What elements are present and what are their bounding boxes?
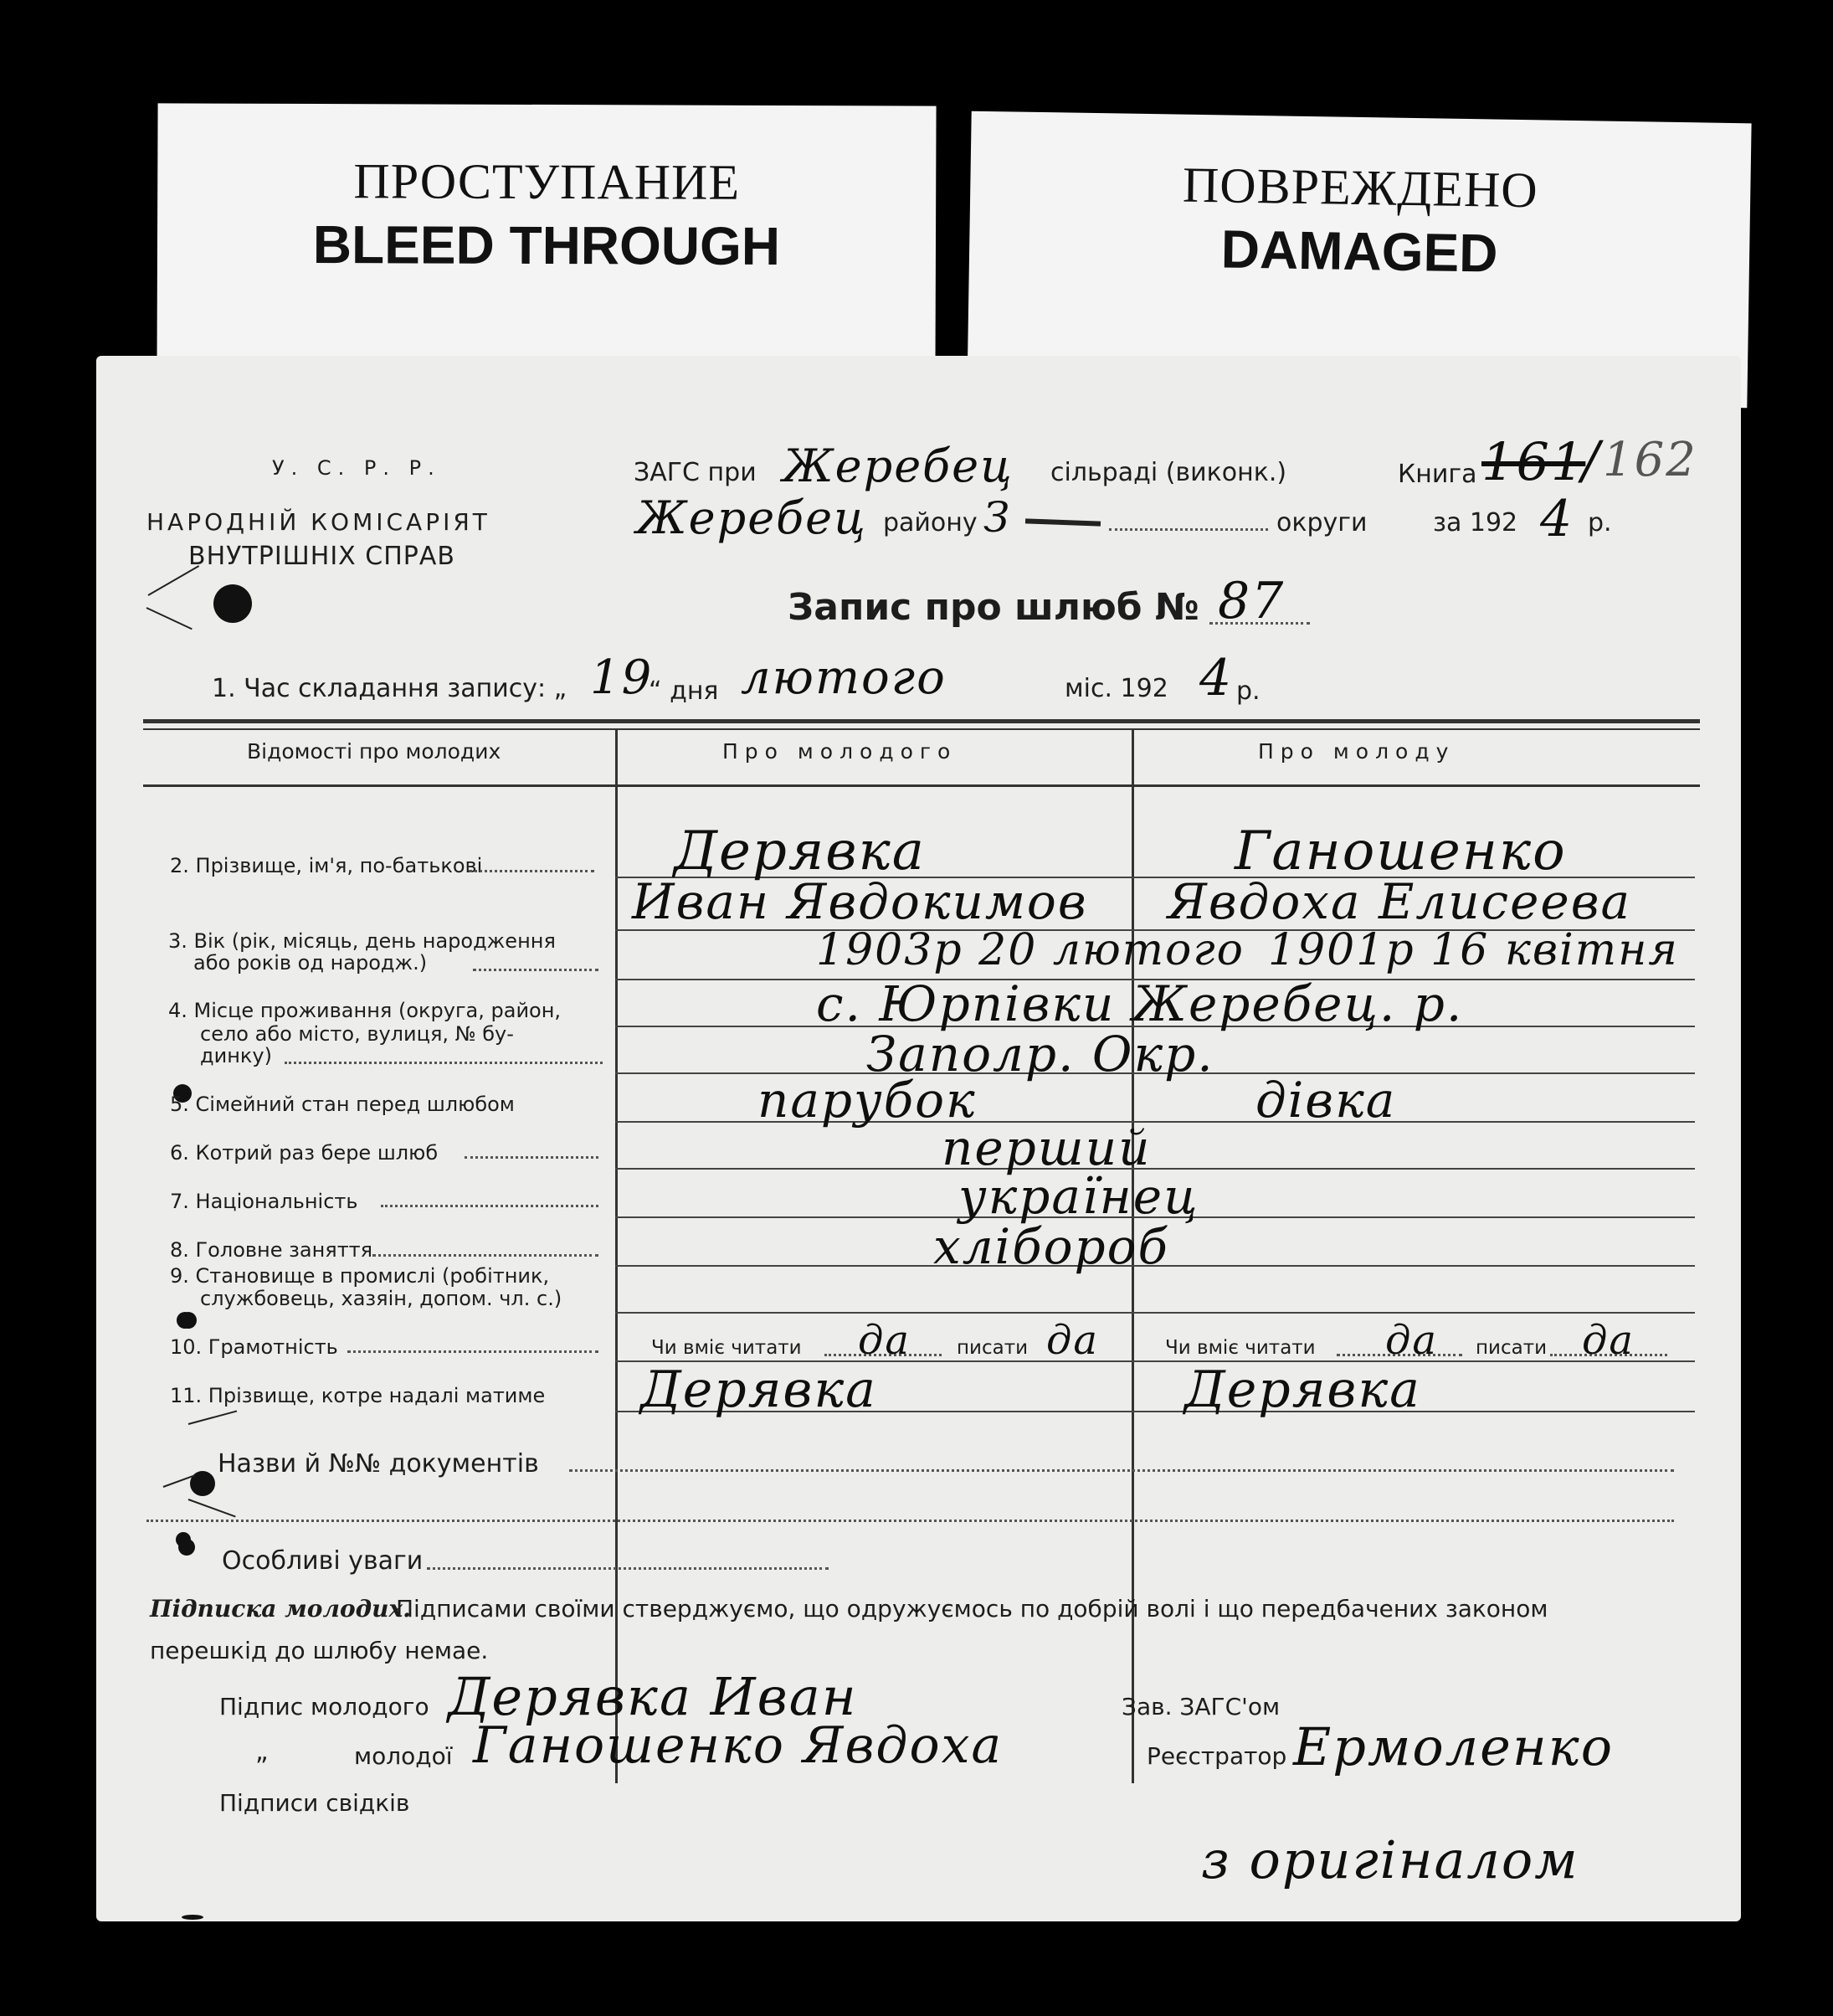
zags-prefix: ЗАГС при bbox=[634, 458, 757, 487]
ditto-mark: „ bbox=[255, 1737, 269, 1767]
groom-write-label: писати bbox=[957, 1337, 1029, 1359]
bride-writes-handwritten: да bbox=[1582, 1317, 1635, 1364]
bleed-through-ru: ПРОСТУПАНИЕ bbox=[353, 153, 741, 210]
line1-year-handwritten: 4 bbox=[1199, 649, 1234, 707]
record-number-handwritten: 87 bbox=[1218, 572, 1286, 630]
paper-crack bbox=[188, 1411, 237, 1425]
residence-line1-handwritten: с. Юрпівки Жеребец. р. bbox=[816, 975, 1464, 1032]
okrug-label: округи bbox=[1276, 508, 1368, 537]
line1-label: 1. Час складання запису: „ bbox=[212, 674, 567, 703]
row-label-residence-2: село або місто, вулиця, № бу- bbox=[200, 1022, 514, 1046]
scribble-line bbox=[1025, 518, 1101, 526]
head-zags-label: Зав. ЗАГС'ом bbox=[1122, 1693, 1281, 1720]
commissariat-line1: НАРОДНІЙ КОМІСАРІЯТ bbox=[146, 508, 490, 536]
line1-day-label: “ дня bbox=[649, 676, 719, 706]
groom-read-label: Чи вміє читати bbox=[651, 1337, 802, 1359]
col-groom-header: Про молодого bbox=[722, 739, 958, 764]
row-label-occupation: 8. Головне заняття bbox=[170, 1238, 373, 1262]
row-label-nationality: 7. Національність bbox=[170, 1190, 358, 1213]
dotted-fill bbox=[285, 1062, 603, 1064]
book-label: Книга bbox=[1398, 460, 1477, 489]
dotted-fill bbox=[381, 1205, 598, 1207]
dotted-fill bbox=[1209, 622, 1310, 625]
year-digit-handwritten: 4 bbox=[1540, 490, 1574, 548]
occupation-handwritten: хлібороб bbox=[933, 1218, 1169, 1275]
table-top-rule-thin bbox=[143, 728, 1700, 730]
row-label-age-2: або років од народж.) bbox=[193, 951, 428, 975]
registrar-label: Реєстратор bbox=[1147, 1742, 1287, 1770]
commissariat-line2: ВНУТРІШНІХ СПРАВ bbox=[188, 542, 455, 571]
dotted-fill bbox=[465, 1156, 598, 1159]
dotted-fill bbox=[469, 870, 594, 872]
paper-crack bbox=[146, 607, 193, 630]
bride-reads-handwritten: да bbox=[1385, 1317, 1439, 1364]
book-number-pencil: 162 bbox=[1603, 433, 1697, 487]
bride-write-label: писати bbox=[1476, 1337, 1548, 1359]
table-header-rule bbox=[143, 784, 1700, 787]
times-handwritten: перший bbox=[942, 1119, 1152, 1176]
col-info-header: Відомості про молодих bbox=[247, 739, 501, 764]
bride-read-label: Чи вміє читати bbox=[1165, 1337, 1316, 1359]
dotted-fill bbox=[569, 1469, 1674, 1472]
bride-new-surname-handwritten: Дерявка bbox=[1184, 1360, 1421, 1419]
dotted-fill bbox=[473, 969, 598, 971]
residence-line2-handwritten: Заполр. Окр. bbox=[866, 1026, 1214, 1083]
line1-month-handwritten: лютого bbox=[741, 651, 947, 705]
line1-day-handwritten: 19 bbox=[590, 651, 654, 705]
book-number-struck: 161 bbox=[1481, 431, 1586, 492]
col-bride-header: Про молоду bbox=[1258, 739, 1456, 764]
district-place-handwritten: Жеребец bbox=[636, 491, 867, 544]
groom-marital-handwritten: парубок bbox=[757, 1072, 977, 1129]
groom-writes-handwritten: да bbox=[1046, 1317, 1100, 1364]
punch-hole bbox=[177, 1312, 193, 1329]
nationality-handwritten: українец bbox=[958, 1168, 1199, 1225]
bride-signature-label: молодої bbox=[354, 1742, 453, 1770]
row-label-residence-3: динку) bbox=[200, 1044, 272, 1067]
bleed-through-label bbox=[157, 103, 936, 382]
bleed-through-en: BLEED THROUGH bbox=[312, 214, 781, 276]
table-top-rule bbox=[143, 719, 1700, 723]
notes-label: Особливі уваги bbox=[222, 1546, 424, 1576]
paper-crack bbox=[188, 1499, 236, 1517]
groom-reads-handwritten: да bbox=[858, 1317, 911, 1364]
marriage-record-sheet bbox=[96, 356, 1741, 1921]
row-label-literacy: 10. Грамотність bbox=[170, 1335, 338, 1359]
district-label: району bbox=[883, 508, 978, 537]
row-label-times: 6. Котрий раз бере шлюб bbox=[170, 1141, 439, 1165]
book-number-handwritten: / bbox=[1582, 429, 1601, 491]
groom-name-handwritten: Иван Явдокимов bbox=[632, 873, 1088, 930]
republic-label: У. С. Р. Р. bbox=[272, 456, 441, 480]
original-note-handwritten: з оригіналом bbox=[1201, 1829, 1579, 1890]
bride-surname-handwritten: Ганошенко bbox=[1235, 820, 1567, 882]
declaration-title: Підписка молодих. bbox=[150, 1595, 411, 1623]
dotted-fill bbox=[347, 1350, 598, 1353]
row-label-age-1: 3. Вік (рік, місяць, день народження bbox=[168, 929, 556, 953]
line1-month-label: міс. 192 bbox=[1065, 674, 1168, 703]
zags-place-handwritten: Жеребец bbox=[783, 440, 1014, 492]
documents-label: Назви й №№ документів bbox=[218, 1449, 539, 1479]
row-label-position-1: 9. Становище в промислі (робітник, bbox=[170, 1264, 550, 1288]
record-title: Запис про шлюб № bbox=[788, 586, 1199, 629]
damaged-en: DAMAGED bbox=[1220, 219, 1499, 284]
punch-hole bbox=[213, 584, 252, 623]
witnesses-label: Підписи свідків bbox=[219, 1789, 410, 1817]
punch-hole bbox=[176, 1532, 191, 1547]
bride-signature-handwritten: Ганошенко Явдоха bbox=[473, 1716, 1004, 1775]
groom-birth-handwritten: 1903р 20 лютого bbox=[816, 925, 1245, 975]
dotted-fill bbox=[372, 1254, 598, 1257]
table-column-divider bbox=[615, 728, 618, 1783]
row-label-position-2: службовець, хазяін, допом. чл. с.) bbox=[200, 1287, 562, 1310]
zags-suffix: сільраді (виконк.) bbox=[1050, 458, 1287, 487]
groom-surname-handwritten: Дерявка bbox=[674, 820, 926, 882]
district-mark-handwritten: З bbox=[983, 493, 1012, 542]
dotted-fill bbox=[1109, 528, 1268, 531]
row-rule bbox=[615, 1312, 1695, 1314]
punch-hole bbox=[182, 1915, 203, 1920]
groom-signature-label: Підпис молодого bbox=[219, 1693, 429, 1720]
declaration-text: Підписами своїми стверджуємо, що одружуємось по добрій волі і що передбачених законом bbox=[396, 1595, 1548, 1623]
year-label: за 192 bbox=[1433, 508, 1518, 537]
row-label-surname-after: 11. Прізвище, котре надалі матиме bbox=[170, 1384, 546, 1407]
dotted-fill bbox=[146, 1520, 1674, 1522]
dotted-fill bbox=[427, 1567, 829, 1570]
damaged-ru: ПОВРЕЖДЕНО bbox=[1182, 157, 1539, 219]
row-label-name: 2. Прізвище, ім'я, по-батькові bbox=[170, 854, 483, 877]
line1-suffix: р. bbox=[1236, 676, 1261, 706]
registrar-signature-handwritten: Ермоленко bbox=[1293, 1716, 1615, 1777]
groom-signature-handwritten: Дерявка Иван bbox=[448, 1666, 858, 1727]
bride-marital-handwritten: дівка bbox=[1255, 1072, 1397, 1129]
year-suffix: р. bbox=[1588, 508, 1612, 537]
bride-name-handwritten: Явдоха Елисеева bbox=[1168, 873, 1632, 930]
row-label-marital: 5. Сімейний стан перед шлюбом bbox=[170, 1093, 515, 1116]
declaration-text-2: перешкід до шлюбу немае. bbox=[150, 1637, 489, 1664]
groom-new-surname-handwritten: Дерявка bbox=[640, 1360, 877, 1419]
bride-birth-handwritten: 1901р 16 квітня bbox=[1268, 925, 1679, 975]
row-label-residence-1: 4. Місце проживання (округа, район, bbox=[168, 999, 562, 1022]
